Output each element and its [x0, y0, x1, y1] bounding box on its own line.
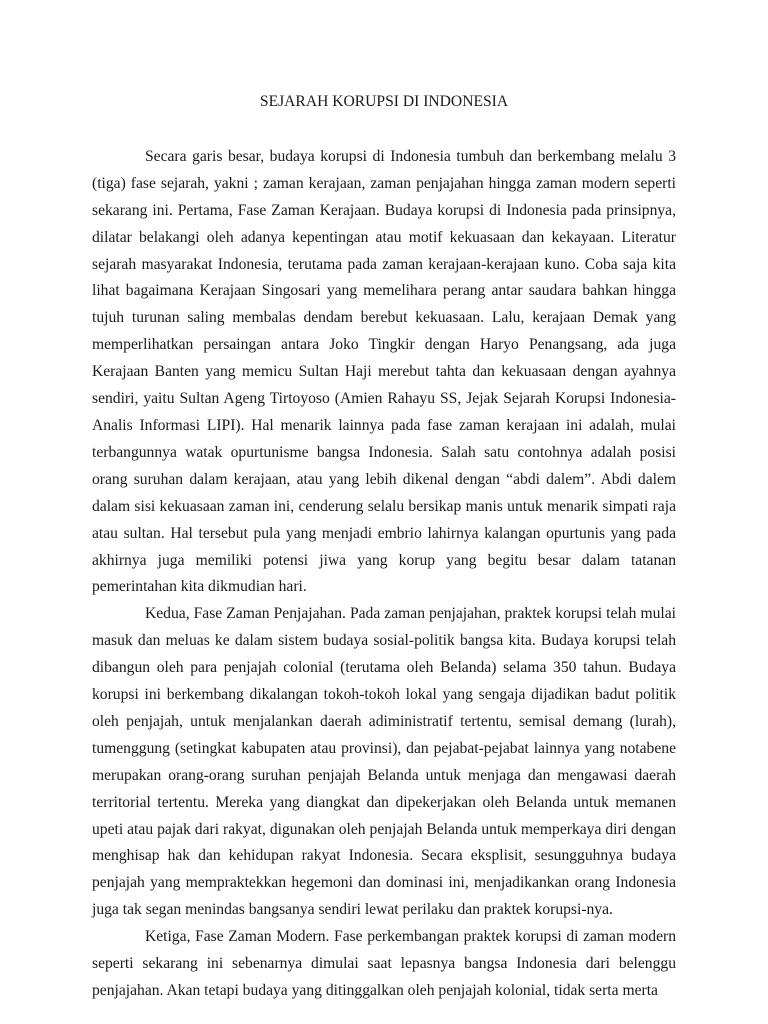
document-body — [92, 88, 676, 1005]
paragraph-1: Secara garis besar, budaya korupsi di Indonesia tumbuh dan berkembang melalu 3 (tiga) fase sejarah, yakni ; zaman kerajaan, zaman penjajahan hingga zaman modern seperti sekarang ini. Pertama, Fase Zaman Kerajaan. Budaya korupsi di Indonesia pada prinsipnya, dilatar belakangi oleh adanya kepentingan atau motif kekuasaan dan kekayaan. Literatur sejarah masyarakat Indonesia, terutama pada zaman kerajaan-kerajaan kuno. Coba saja kita lihat bagaimana Kerajaan Singosari yang memelihara perang antar saudara bahkan hingga tujuh turunan saling membalas dendam berebut kekuasaan. Lalu, kerajaan Demak yang memperlihatkan persaingan antara Joko Tingkir dengan Haryo Penangsang, ada juga Kerajaan Banten yang memicu Sultan Haji merebut tahta dan kekuasaan dengan ayahnya sendiri, yaitu Sultan Ageng Tirtoyoso (Amien Rahayu SS, Jejak Sejarah Korupsi Indonesia- Analis Informasi LIPI). Hal menarik lainnya pada fase zaman kerajaan ini adalah, mulai terbangunnya watak opurtunisme bangsa Indonesia. Salah satu contohnya adalah posisi orang suruhan dalam kerajaan, atau yang lebih dikenal dengan “abdi dalem”. Abdi dalem dalam sisi kekuasaan zaman ini, cenderung selalu bersikap manis untuk menarik simpati raja atau sultan. Hal tersebut pula yang menjadi embrio lahirnya kalangan opurtunis yang pada akhirnya juga memiliki potensi jiwa yang korup yang begitu besar dalam tatanan pemerintahan kita dikmudian hari. — [92, 147, 676, 596]
document-title: SEJARAH KORUPSI DI INDONESIA — [259, 93, 509, 110]
paragraph-2: Kedua, Fase Zaman Penjajahan. Pada zaman penjajahan, praktek korupsi telah mulai masuk dan meluas ke dalam sistem budaya sosial-politik bangsa kita. Budaya korupsi telah dibangun oleh para penjajah colonial (terutama oleh Belanda) selama 350 tahun. Budaya korupsi ini berkembang dikalangan tokoh-tokoh lokal yang sengaja dijadikan badut politik oleh penjajah, untuk menjalankan daerah adiministratif tertentu, semisal demang (lurah), tumenggung (setingkat kabupaten atau provinsi), dan pejabat-pejabat lainnya yang notabene merupakan orang-orang suruhan penjajah Belanda untuk menjaga dan mengawasi daerah territorial tertentu. Mereka yang diangkat dan dipekerjakan oleh Belanda untuk memanen upeti atau pajak dari rakyat, digunakan oleh penjajah Belanda untuk memperkaya diri dengan menghisap hak dan kehidupan rakyat Indonesia. Secara eksplisit, sesungguhnya budaya penjajah yang mempraktekkan hegemoni dan dominasi ini, menjadikankan orang Indonesia juga tak segan menindas bangsanya sendiri lewat perilaku dan praktek korupsi-nya. — [92, 605, 676, 919]
paragraph-3: Ketiga, Fase Zaman Modern. Fase perkembangan praktek korupsi di zaman modern seperti sekarang ini sebenarnya dimulai saat lepasnya bangsa Indonesia dari belenggu penjajahan. Akan tetapi budaya yang ditinggalkan oleh penjajah kolonial, tidak serta merta — [92, 928, 676, 999]
